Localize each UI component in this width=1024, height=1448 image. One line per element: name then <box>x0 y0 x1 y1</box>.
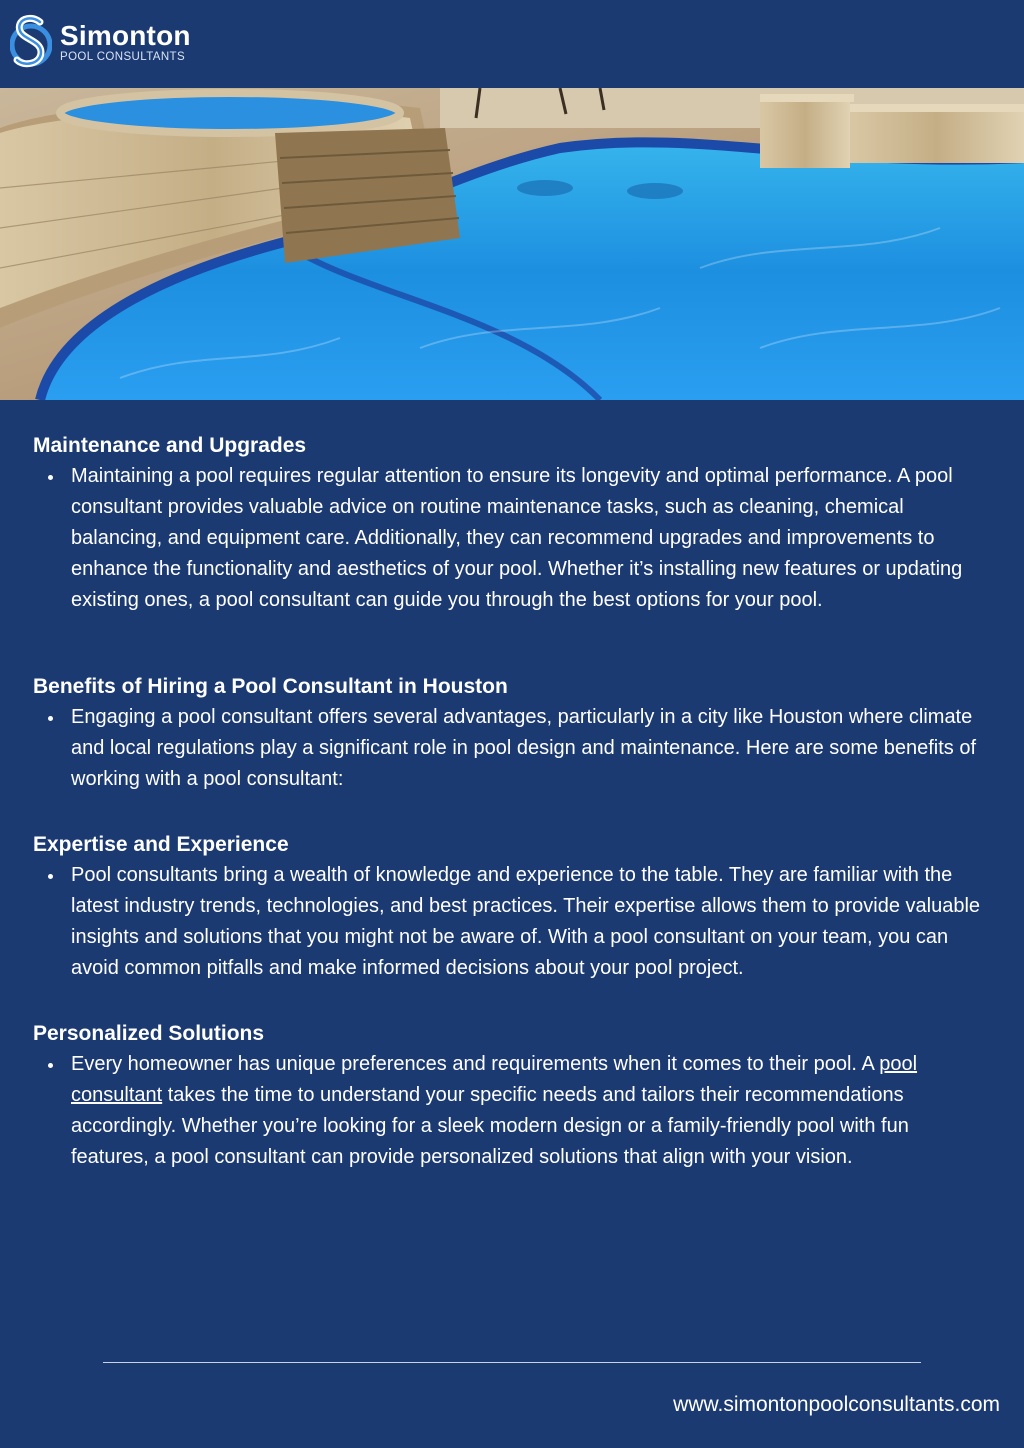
bullet-list <box>33 461 983 616</box>
bullet-list <box>33 1049 983 1173</box>
section-heading: Expertise and Experience <box>33 833 289 856</box>
section-heading: Personalized Solutions <box>33 1022 265 1045</box>
section-heading: Benefits of Hiring a Pool Consultant in Houston <box>33 675 508 698</box>
bullet-list <box>33 860 983 984</box>
pool-photo <box>0 88 1024 400</box>
website-url-link[interactable]: www.simontonpoolconsultants.com <box>673 1393 1000 1416</box>
section-heading: Maintenance and Upgrades <box>33 434 307 457</box>
section-personalized-solutions <box>33 1018 983 1173</box>
section-benefits-houston <box>33 671 983 795</box>
brand-tagline: POOL CONSULTANTS <box>60 51 186 64</box>
list-item: Pool consultants bring a wealth of knowledge and experience to the table. They are familiar with the latest industry trends, technologies, and best practices. Their expertise allows them to provide valuable insights and solutions that you might not be aware of. With a pool consultant on your team, you can avoid common pitfalls and make informed decisions about your pool project. <box>71 860 983 984</box>
main-content <box>33 430 983 1173</box>
footer-divider <box>103 1362 921 1363</box>
bullet-text-end: takes the time to understand your specific needs and tailors their recommendations accordingly. Whether you’re looking for a sleek modern design or a family-friendly pool with fun features, a pool consultant can provide personalized solutions that align with your vision. <box>71 1084 909 1168</box>
brand-name: Simonton <box>60 20 191 52</box>
brand-logo[interactable] <box>10 14 191 72</box>
hero-pool-photo <box>0 88 1024 400</box>
list-item: Engaging a pool consultant offers several advantages, particularly in a city like Houston where climate and local regulations play a significant role in pool design and maintenance. Here are some benefits of working with a pool consultant: <box>71 702 983 795</box>
section-maintenance-upgrades <box>33 430 983 616</box>
list-item <box>71 1049 983 1173</box>
list-item: Maintaining a pool requires regular attention to ensure its longevity and optimal performance. A pool consultant provides valuable advice on routine maintenance tasks, such as cleaning, chemical balancing, and equipment care. Additionally, they can recommend upgrades and improvements to enhance the functionality and aesthetics of your pool. Whether it’s installing new features or updating existing ones, a pool consultant can guide you through the best options for your pool. <box>71 461 983 616</box>
section-expertise-experience <box>33 829 983 984</box>
header <box>0 0 1024 88</box>
pool-consultant-link[interactable]: pool consultant <box>71 1053 918 1106</box>
simonton-s-logo-icon <box>10 14 52 72</box>
bullet-list <box>33 702 983 795</box>
bullet-text-start: Every homeowner has unique preferences and requirements when it comes to their pool. A <box>71 1053 880 1075</box>
